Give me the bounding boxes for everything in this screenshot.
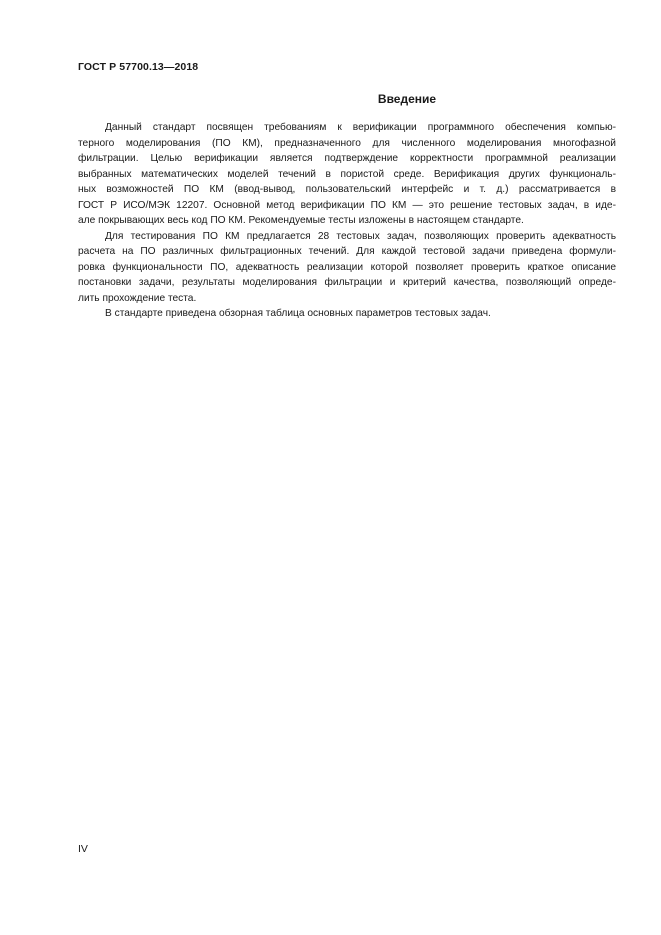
- text-line: ровка функциональности ПО, адекватность реализации которой позволяет проверить краткое описание: [78, 261, 616, 273]
- text-line: лить прохождение теста.: [78, 292, 197, 304]
- text-line: ных возможностей ПО КМ (ввод-вывод, пользовательский интерфейс и т. д.) рассматривается в: [78, 184, 616, 195]
- page-number: IV: [78, 843, 88, 855]
- text-line: расчета на ПО различных фильтрационных течений. Для каждой тестовой задачи приведена формули-: [78, 246, 616, 257]
- text-line: ГОСТ Р ИСО/МЭК 12207. Основной метод верификации ПО КМ — это решение тестовых задач, в иде-: [78, 199, 616, 211]
- text-line: терного моделирования (ПО КМ), предназначенного для численного моделирования многофазной: [78, 137, 616, 149]
- document-code: ГОСТ Р 57700.13—2018: [78, 61, 199, 73]
- text-line: Для тестирования ПО КМ предлагается 28 тестовых задач, позволяющих проверить адекватность: [105, 230, 616, 242]
- text-line: фильтрации. Целью верификации является подтверждение корректности программной реализации: [78, 153, 616, 164]
- text-line: В стандарте приведена обзорная таблица основных параметров тестовых задач.: [105, 308, 491, 319]
- text-line: Данный стандарт посвящен требованиям к верификации программного обеспечения компью-: [105, 122, 616, 133]
- paragraph: [78, 306, 616, 322]
- text-line: але покрывающих весь код ПО КМ. Рекомендуемые тесты изложены в настоящем стандарте.: [78, 215, 524, 226]
- body-text: [78, 120, 616, 322]
- section-title: Введение: [377, 92, 437, 106]
- text-line: выбранных математических моделей течений в пористой среде. Верификация других функциональ-: [78, 168, 616, 180]
- paragraph: [78, 229, 616, 307]
- paragraph: [78, 120, 616, 229]
- text-line: постановки задачи, результаты моделирования фильтрации и критерий качества, позволяющий опреде-: [78, 277, 616, 288]
